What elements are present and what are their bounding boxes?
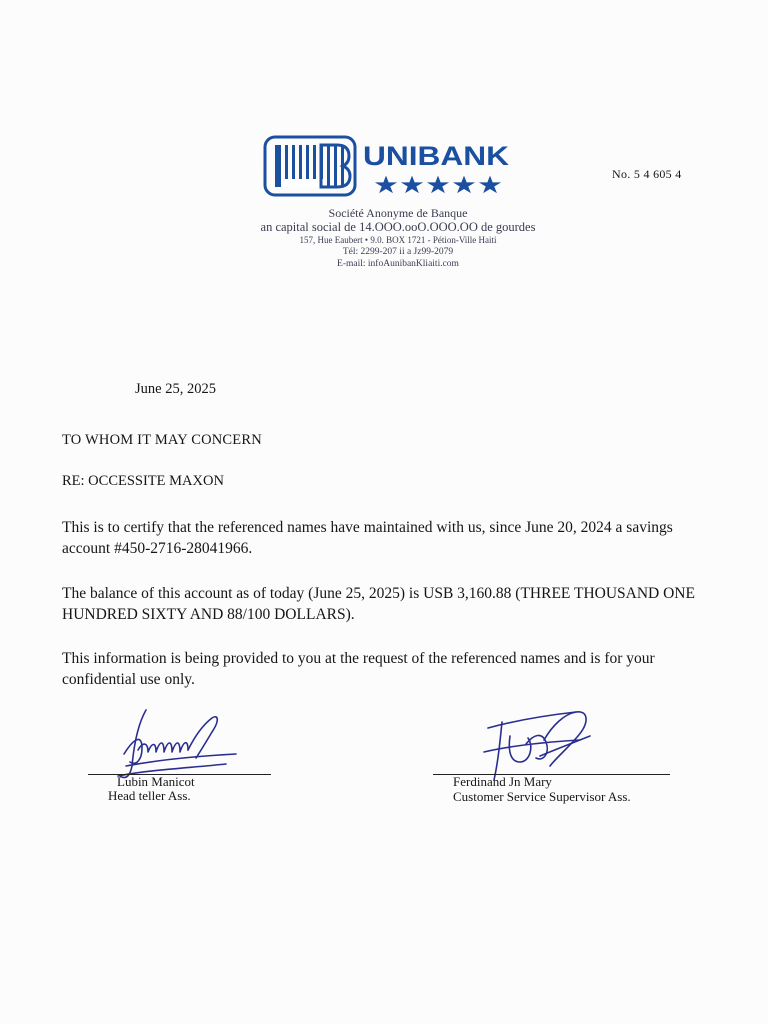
left-signature xyxy=(108,704,248,784)
salutation: TO WHOM IT MAY CONCERN xyxy=(62,432,262,448)
right-signer-name: Ferdinand Jn Mary xyxy=(453,774,552,789)
reference-line: RE: OCCESSITE MAXON xyxy=(62,473,224,489)
unibank-logo xyxy=(263,135,513,197)
left-signer-name: Lubin Manicot xyxy=(117,774,195,789)
confidentiality-paragraph: This information is being provided to you at the request of the referenced names and is for your confidential use only. xyxy=(62,650,655,688)
left-signer-title: Head teller Ass. xyxy=(108,788,191,803)
bank-phone: Tél: 2299-207 ii a Jz99-2079 xyxy=(342,247,454,257)
letter-date: June 25, 2025 xyxy=(135,381,216,397)
capital-statement: an capital social de 14.OOO.ooO.OOO.OO de gourdes xyxy=(260,220,536,234)
rating-stars: ★★★★★ xyxy=(373,171,503,197)
bank-address: 157, Hue Eaubert • 9.0. BOX 1721 - Pétion-Ville Haiti xyxy=(299,235,497,245)
right-signer-title: Customer Service Supervisor Ass. xyxy=(453,789,631,804)
company-type: Société Anonyme de Banque xyxy=(328,206,468,220)
certification-paragraph: This is to certify that the referenced names have maintained with us, since June 20, 2024 a savings account #450-2716-28041966. xyxy=(62,519,673,557)
bank-email: E-mail: infoAunibanKliaiti.com xyxy=(337,259,459,269)
balance-paragraph: The balance of this account as of today (June 25, 2025) is USB 3,160.88 (THREE THOUSAND ONE HUNDRED SIXTY AND 88/100 DOLLARS). xyxy=(62,585,695,623)
document-number: No. 5 4 605 4 xyxy=(612,167,682,181)
bank-name: UNIBANK xyxy=(363,141,510,171)
